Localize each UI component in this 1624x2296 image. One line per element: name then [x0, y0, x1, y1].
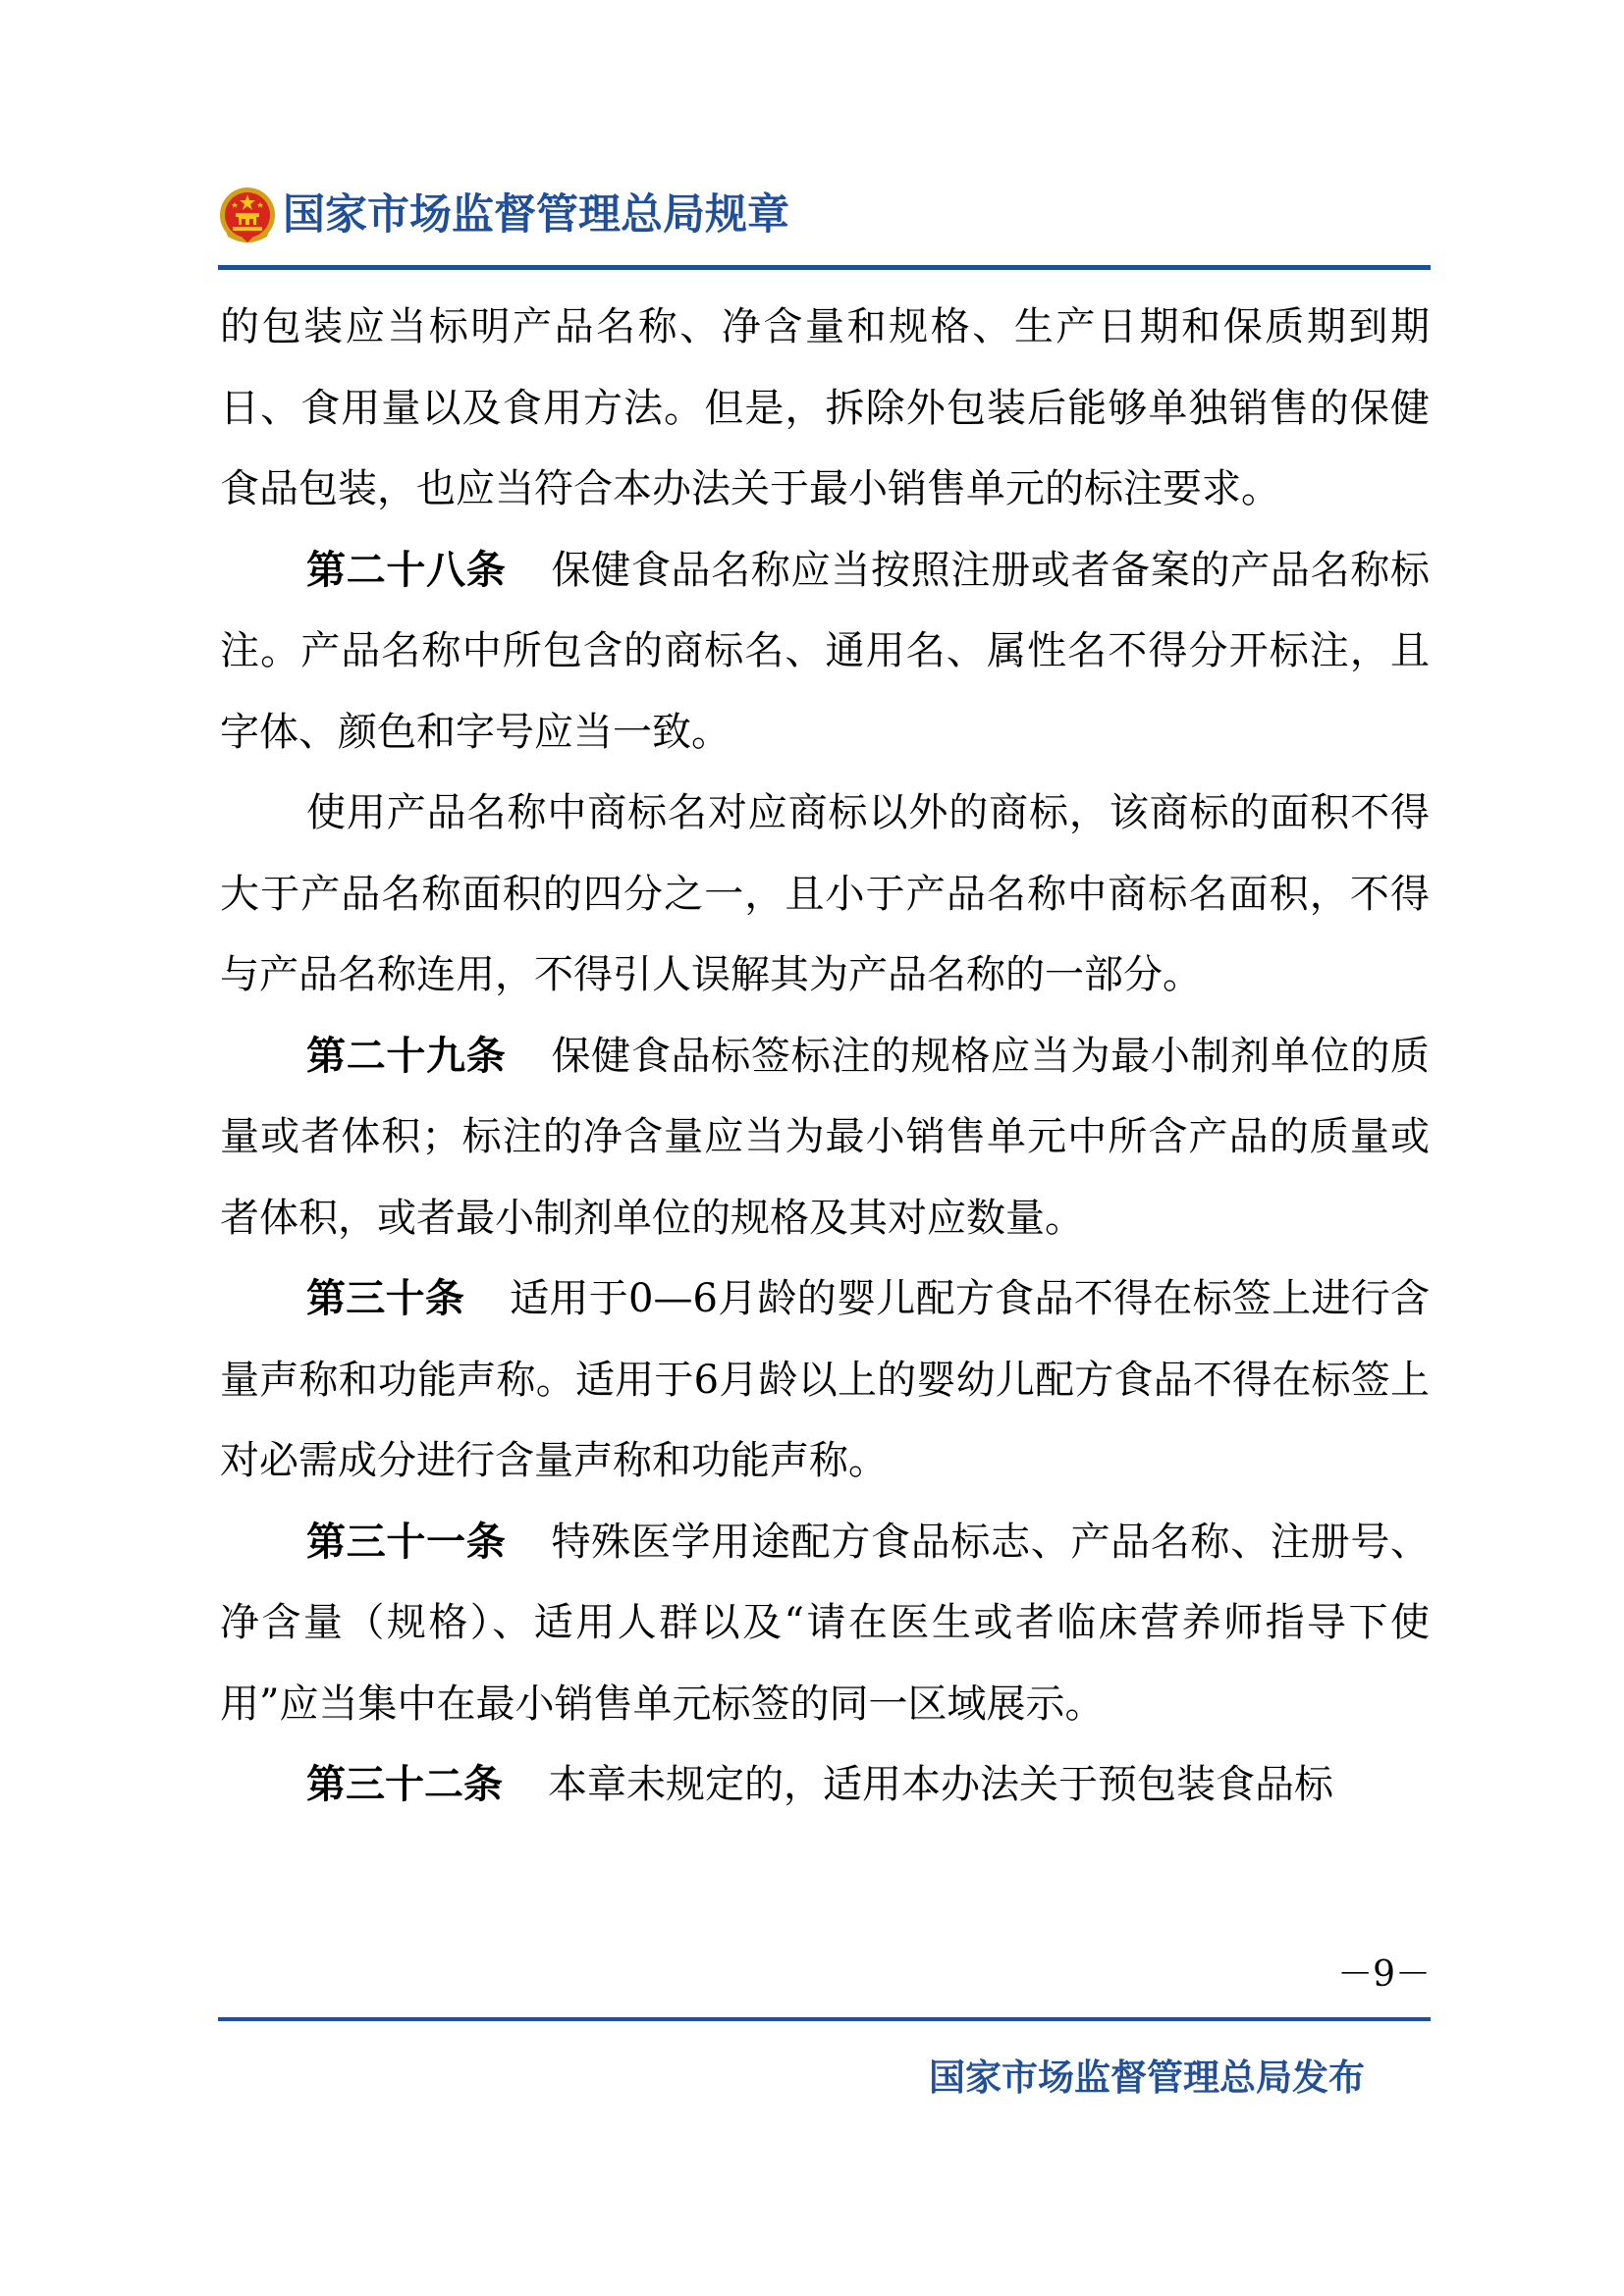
article-paragraph — [220, 1016, 1430, 1259]
paragraph-text: 使用产品名称中商标名对应商标以外的商标，该商标的面积不得大于产品名称面积的四分之一，且小于产品名称中商标名面积，不得与产品名称连用，不得引人误解其为产品名称的一部分。 — [220, 790, 1430, 997]
paragraph-text: 的包装应当标明产品名称、净含量和规格、生产日期和保质期到期日、食用量以及食用方法。但是，拆除外包装后能够单独销售的保健食品包装，也应当符合本办法关于最小销售单元的标注要求。 — [220, 304, 1430, 511]
page-header — [218, 182, 1431, 260]
paragraph — [220, 773, 1430, 1016]
article-paragraph — [220, 1258, 1430, 1502]
national-emblem-icon — [218, 186, 277, 246]
article-paragraph — [220, 530, 1430, 774]
article-number: 第三十条 — [306, 1276, 465, 1321]
paragraph-text: 保健食品名称应当按照注册或者备案的产品名称标注。产品名称中所包含的商标名、通用名、属性名不得分开标注，且字体、颜色和字号应当一致。 — [220, 547, 1431, 755]
footer-publisher: 国家市场监督管理总局发布 — [929, 2056, 1365, 2099]
header-divider — [218, 265, 1431, 270]
article-paragraph — [220, 1502, 1430, 1745]
paragraph-text: 适用于0—6月龄的婴儿配方食品不得在标签上进行含量声称和功能声称。适用于6月龄以上的婴幼儿配方食品不得在标签上对必需成分进行含量声称和功能声称。 — [220, 1276, 1430, 1483]
paragraph-text: 保健食品标签标注的规格应当为最小制剂单位的质量或者体积；标注的净含量应当为最小销售单元中所含产品的质量或者体积，或者最小制剂单位的规格及其对应数量。 — [220, 1033, 1431, 1241]
article-number: 第二十九条 — [306, 1033, 507, 1079]
header-title: 国家市场监督管理总局规章 — [283, 190, 789, 240]
footer-divider — [218, 2017, 1431, 2021]
article-number: 第二十八条 — [306, 547, 507, 593]
paragraph-text: 特殊医学用途配方食品标志、产品名称、注册号、净含量（规格）、适用人群以及“请在医生或者临床营养师指导下使用”应当集中在最小销售单元标签的同一区域展示。 — [220, 1519, 1431, 1727]
document-body — [220, 287, 1430, 1826]
article-number: 第三十一条 — [306, 1519, 507, 1565]
paragraph — [220, 287, 1430, 530]
page-number: －9－ — [1337, 1954, 1431, 1995]
paragraph-text: 本章未规定的，适用本办法关于预包装食品标 — [548, 1762, 1333, 1807]
article-paragraph — [220, 1744, 1430, 1826]
article-number: 第三十二条 — [306, 1762, 503, 1807]
